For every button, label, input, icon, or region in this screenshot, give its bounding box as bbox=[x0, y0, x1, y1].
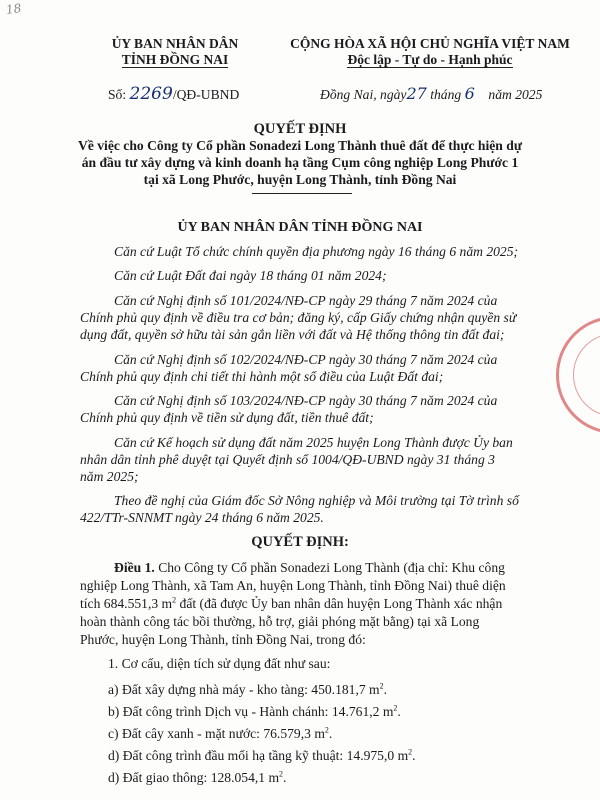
area-unit-sup: 2 bbox=[379, 681, 384, 691]
area-unit-sup: 2 bbox=[172, 595, 177, 605]
land-item-text: d) Đất giao thông: 128.054,1 m bbox=[108, 770, 280, 785]
land-item-end: . bbox=[383, 682, 388, 697]
subject-divider bbox=[252, 193, 352, 194]
national-motto: Độc lập - Tự do - Hạnh phúc bbox=[347, 52, 513, 67]
date-prefix: Đồng Nai, ngày bbox=[320, 87, 407, 102]
date-day: 27 bbox=[406, 84, 427, 103]
basis-line: Theo đề nghị của Giám đốc Sở Nông nghiệp và Môi trường tại Tờ trình số bbox=[114, 493, 519, 508]
land-item-text: d) Đất công trình đầu mối hạ tầng kỹ thuật: 14.975,0 m bbox=[108, 748, 409, 763]
land-item bbox=[108, 682, 387, 698]
document-number bbox=[108, 84, 239, 104]
official-seal-stamp bbox=[556, 316, 600, 434]
article1-area: tích 684.551,3 m bbox=[80, 596, 173, 611]
national-motto-line bbox=[270, 52, 590, 68]
land-item-end: . bbox=[328, 726, 333, 741]
area-unit-sup: 2 bbox=[324, 725, 329, 735]
land-item-text: a) Đất xây dựng nhà máy - kho tàng: 450.181,7 m bbox=[108, 682, 380, 697]
basis-line: Căn cứ Luật Tổ chức chính quyền địa phương ngày 16 tháng 6 năm 2025; bbox=[114, 244, 519, 259]
basis-line: Căn cứ Nghị định số 103/2024/NĐ-CP ngày 30 tháng 7 năm 2024 của bbox=[114, 393, 498, 408]
area-unit-sup: 2 bbox=[408, 747, 413, 757]
basis-line: năm 2025; bbox=[80, 469, 139, 484]
basis-line: Căn cứ Luật Đất đai ngày 18 tháng 01 năm 2024; bbox=[114, 268, 387, 283]
basis-line: Chính phủ quy định về điều tra cơ bản; đăng ký, cấp Giấy chứng nhận quyền sử bbox=[80, 310, 517, 325]
issuer-name: TỈNH ĐỒNG NAI bbox=[121, 52, 229, 67]
article1-label: Điều 1. bbox=[114, 560, 155, 575]
basis-line: 422/TTr-SNNMT ngày 24 tháng 6 năm 2025. bbox=[80, 510, 324, 525]
land-item-text: b) Đất công trình Dịch vụ - Hành chánh: 14.761,2 m bbox=[108, 704, 394, 719]
number-prefix: Số: bbox=[108, 87, 127, 102]
article1-line5: Phước, huyện Long Thành, tỉnh Đồng Nai, trong đó: bbox=[80, 632, 366, 647]
number-handwritten: 2269 bbox=[129, 84, 173, 104]
land-item-text: c) Đất cây xanh - mặt nước: 76.579,3 m bbox=[108, 726, 325, 741]
basis-line: Chính phủ quy định chi tiết thi hành một số điều của Luật Đất đai; bbox=[80, 369, 444, 384]
basis-line: Chính phủ quy định về tiền sử dụng đất, tiền thuê đất; bbox=[80, 410, 374, 425]
land-item-end: . bbox=[412, 748, 416, 763]
basis-line: Căn cứ Nghị định số 102/2024/NĐ-CP ngày 30 tháng 7 năm 2024 của bbox=[114, 352, 498, 367]
structure-heading: 1. Cơ cấu, diện tích sử dụng đất như sau: bbox=[108, 656, 331, 671]
land-item bbox=[108, 704, 401, 720]
issuer-line2 bbox=[80, 52, 270, 68]
basis-line: Căn cứ Nghị định số 101/2024/NĐ-CP ngày 29 tháng 7 năm 2024 của bbox=[114, 293, 498, 308]
area-unit-sup: 2 bbox=[393, 703, 398, 713]
article1-line4: hoàn thành công tác bồi thường, hỗ trợ, giải phóng mặt bằng) tại xã Long bbox=[80, 614, 480, 629]
area-unit-sup: 2 bbox=[279, 769, 284, 779]
authority-heading: ỦY BAN NHÂN DÂN TỈNH ĐỒNG NAI bbox=[177, 220, 423, 235]
subject-line1: Về việc cho Công ty Cổ phần Sonadezi Long Thành thuê đất để thực hiện dự bbox=[78, 138, 522, 153]
article1-line3 bbox=[80, 596, 502, 612]
decision-heading: QUYẾT ĐỊNH: bbox=[251, 534, 349, 550]
official-seal-inner-ring bbox=[573, 333, 600, 417]
date-month-label: tháng bbox=[430, 87, 462, 102]
land-item-end: . bbox=[397, 704, 401, 719]
land-item bbox=[108, 748, 416, 764]
subject-line3: tại xã Long Phước, huyện Long Thành, tỉnh Đồng Nai bbox=[143, 172, 457, 187]
number-suffix: /QĐ-UBND bbox=[172, 87, 240, 102]
subject-line2: án đầu tư xây dựng và kinh doanh hạ tầng Cụm công nghiệp Long Phước 1 bbox=[81, 155, 519, 170]
basis-line: nhân dân tỉnh phê duyệt tại Quyết định số 1004/QĐ-UBND ngày 31 tháng 3 bbox=[80, 452, 495, 467]
article1-text: Cho Công ty Cổ phần Sonadezi Long Thành (địa chỉ: Khu công bbox=[158, 560, 505, 575]
basis-line: Căn cứ Kế hoạch sử dụng đất năm 2025 huyện Long Thành được Ủy ban bbox=[114, 435, 513, 450]
document-title: QUYẾT ĐỊNH bbox=[253, 121, 347, 137]
basis-line: dụng đất, quyền sở hữu tài sản gắn liền với đất và Hệ thống thông tin đất đai; bbox=[80, 327, 505, 342]
document-date bbox=[320, 84, 542, 103]
date-year: năm 2025 bbox=[488, 87, 543, 102]
margin-note: 18 bbox=[5, 1, 23, 17]
article1-line1 bbox=[114, 560, 505, 576]
land-item bbox=[108, 726, 332, 742]
land-item-end: . bbox=[283, 770, 287, 785]
land-item bbox=[108, 770, 286, 786]
article1-area-note: đất (đã được Ủy ban nhân dân huyện Long Thành xác nhận bbox=[176, 596, 503, 611]
date-month: 6 bbox=[464, 84, 475, 103]
article1-line2: nghiệp Long Thành, xã Tam An, huyện Long Thành, tỉnh Đồng Nai) thuê diện bbox=[80, 578, 506, 593]
issuer-line1: ỦY BAN NHÂN DÂN bbox=[111, 36, 239, 51]
national-title: CỘNG HÒA XÃ HỘI CHỦ NGHĨA VIỆT NAM bbox=[290, 36, 570, 51]
